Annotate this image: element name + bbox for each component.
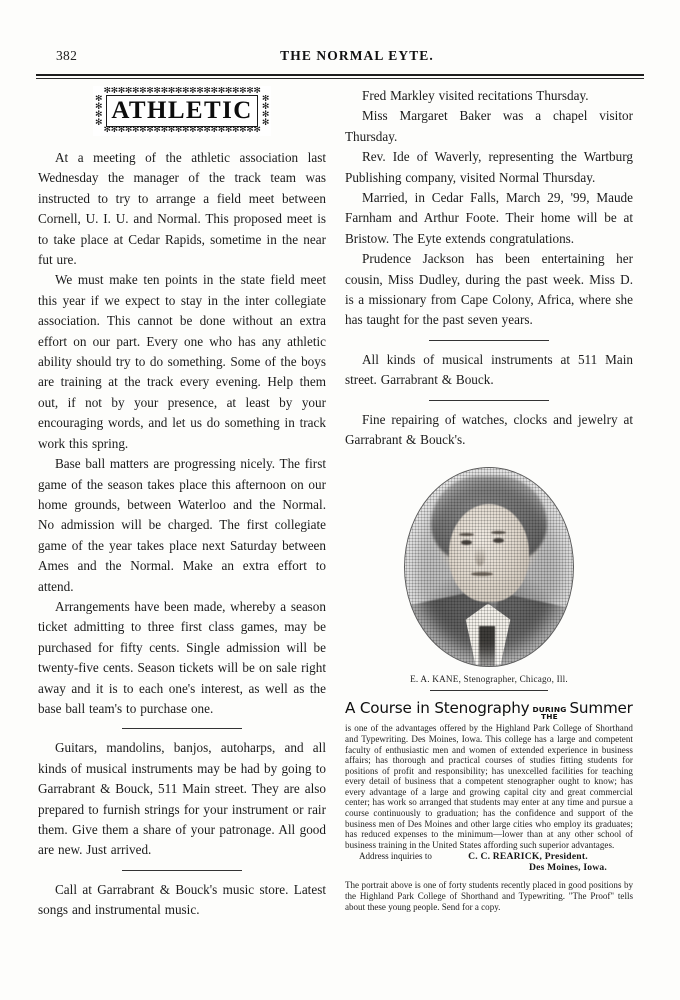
divider-rule <box>430 690 548 691</box>
ad-headline <box>345 699 633 722</box>
stenography-advertisement <box>345 690 633 913</box>
portrait-block <box>345 467 633 684</box>
page-number: 382 <box>56 48 78 63</box>
athletic-banner <box>38 86 326 136</box>
banner-ornament-bottom: ✻✻✻✻✻✻✻✻✻✻✻✻✻✻✻✻✻✻✻✻✻✻ <box>103 126 261 135</box>
ad-address-block <box>345 851 633 873</box>
classified-ad: Fine repairing of watches, clocks and jewelry at Garrabrant & Bouck's. <box>345 411 633 448</box>
news-item: Prudence Jackson has been entertaining her cousin, Miss Dudley, during the past week. Miss D. is a missionary from Cape Colony, Africa, where she has taught for the past seven years. <box>345 251 633 328</box>
news-item: Fred Markley visited recitations Thursday. <box>362 88 589 103</box>
portrait-caption: E. A. KANE, Stenographer, Chicago, Ill. <box>410 673 568 684</box>
ad-body-text: is one of the advantages offered by the Highland Park College of Shorthand and Typewriting. Des Moines, Iowa. This college has a large and competent faculty of enthusiastic men and women of extended experience in business affairs; has thorough and practical courses of studies fitting students for positions of profit and responsibility; has unexcelled facilities for teaching every detail of business that a competent stenographer ought to know; has every advantage of a large and growing capital city and great commercial center; has work so arranged that students may enter at any time and pursue a course continuously to graduation; has the confidence and support of the business men of Des Moines and other large cities who employ its graduates; has reduced expenses to the minimum—lower than at any other school of business training in the United States affording such superior advantages. <box>345 723 633 850</box>
news-item: Married, in Cedar Falls, March 29, '99, Maude Farnham and Arthur Foote. Their home will be at Bristow. The Eyte extends congratulations. <box>345 190 633 246</box>
section-heading-athletic: ATHLETIC <box>111 96 253 124</box>
right-column <box>345 86 633 912</box>
article-paragraph: Base ball matters are progressing nicely. The first game of the season takes place this afternoon on our home grounds, between Waterloo and the Normal. No admission will be charged. The first collegiate game of the year takes place next Saturday between Ames and the Normal. Make an extra effort to attend. <box>38 456 326 594</box>
running-head <box>48 48 632 70</box>
ad-headline-part1: A Course in Stenography <box>345 698 530 717</box>
article-paragraph: At a meeting of the athletic association last Wednesday the manager of the track team was instructed to try to arrange a field meet between Cornell, U. I. U. and Normal. This proposed meet is to take place at Cedar Rapids, sometime in the near fut ure. <box>38 150 326 268</box>
article-paragraph: We must make ten points in the state field meet this year if we expect to stay in the inter collegiate association. This cannot be done without an extra effort on our part. Every one who has any athletic ability should try to do something. Some of the boys are training at the track every evening. Help them out, if not by your presence, at least by your encouraging words, and let us do something in track work this spring. <box>38 272 326 451</box>
ad-address-lead: Address inquiries to <box>359 851 432 862</box>
ad-tail-text: The portrait above is one of forty students recently placed in good positions by the Highland Park College of Shorthand and Typewriting. "The Proof" tells about these young people. Send for a copy. <box>345 880 633 912</box>
ad-headline-the: THE <box>541 711 558 721</box>
article-paragraph: Arrangements have been made, whereby a season ticket admitting to three first class games, may be purchased for fifty cents. Single admission will be twenty-five cents. Season tickets will be on sale right away and it is to each one's interest, as well as the base ball team's to purchase one. <box>38 598 326 716</box>
ad-headline-part2: Summer <box>569 698 633 717</box>
ad-headline-during: DURING <box>532 704 567 714</box>
classified-ad: All kinds of musical instruments at 511 Main street. Garrabrant & Bouck. <box>345 351 633 388</box>
ad-headline-stack <box>532 706 566 721</box>
divider-rule <box>122 870 242 871</box>
ad-president-name: C. C. REARICK, President. <box>468 851 588 863</box>
portrait-photo <box>404 467 574 667</box>
left-column <box>38 86 326 921</box>
news-item: Rev. Ide of Waverly, representing the Wartburg Publishing company, visited Normal Thursday. <box>345 149 633 185</box>
banner-ornament-right: ✻ ✻ ✻ ✻ <box>261 95 269 127</box>
halftone-screen <box>405 468 573 666</box>
publication-title: THE NORMAL EYTE. <box>280 48 434 63</box>
banner-frame <box>106 95 258 127</box>
divider-rule <box>429 340 549 341</box>
header-rule <box>36 74 644 79</box>
divider-rule <box>429 400 549 401</box>
ad-city: Des Moines, Iowa. <box>528 862 607 874</box>
banner-ornament-left: ✻ ✻ ✻ ✻ <box>95 95 103 127</box>
divider-rule <box>122 728 242 729</box>
news-item: Miss Margaret Baker was a chapel visitor Thursday. <box>345 108 633 144</box>
banner-ornament-top: ✻✻✻✻✻✻✻✻✻✻✻✻✻✻✻✻✻✻✻✻✻✻ <box>103 87 261 96</box>
classified-ad: Call at Garrabrant & Bouck's music store. Latest songs and instrumental music. <box>38 881 326 918</box>
classified-ad: Guitars, mandolins, banjos, autoharps, and all kinds of musical instruments may be had by going to Garrabrant & Bouck, 511 Main street. They are also prepared to furnish strings for your instrument or rair them. Give them a share of your patronage. All good are new. Just arrived. <box>38 740 326 858</box>
